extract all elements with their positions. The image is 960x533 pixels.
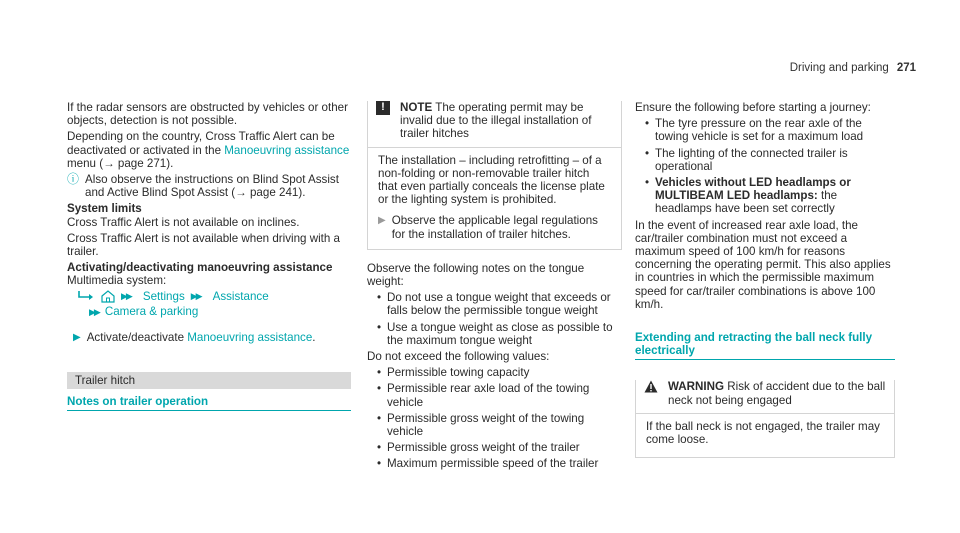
exclamation-icon: ! (376, 101, 390, 115)
warning-box (635, 380, 895, 458)
note-label: NOTE (400, 101, 433, 114)
warning-text: Risk of accident due to the ball neck not being engaged (668, 380, 886, 407)
column-right (635, 101, 895, 458)
list-item (645, 176, 895, 216)
note-body-text: The installation – including retrofitting – of a non-folding or non-removable trailer hitch that even partially conceals the license plate or the lighting system is prohibited. (378, 153, 605, 207)
action-text (87, 331, 316, 344)
action-post: . (312, 331, 316, 345)
list-item: • Do not use a tongue weight that exceeds or falls below the permissible tongue weight (377, 291, 622, 317)
nav-settings[interactable]: Settings (142, 289, 185, 303)
action-pre: Activate/deactivate (86, 331, 188, 345)
activate-heading: Activating/deactivating manoeuvring assistance (67, 261, 333, 275)
manoeuvring-assistance-link[interactable]: Manoeuvring assistance (224, 143, 350, 157)
column-left (67, 101, 351, 411)
tongue-list (367, 291, 622, 347)
limits-inclines: Cross Traffic Alert is not available on inclines. (67, 215, 300, 229)
list-item: • Maximum permissible speed of the trailer (377, 457, 622, 470)
journey-item-text: The tyre pressure on the rear axle of the towing vehicle is set for a maximum load (655, 117, 864, 144)
action-arrow-icon: ▶ (73, 332, 81, 344)
warning-title (668, 380, 886, 406)
warning-body-text: If the ball neck is not engaged, the trailer may come loose. (646, 419, 880, 447)
journey-list (635, 117, 895, 215)
warning-header (636, 380, 894, 412)
ensure-intro: Ensure the following before starting a journey: (635, 101, 871, 114)
info-icon: ⓘ (67, 172, 80, 187)
journey-item-text: The lighting of the connected trailer is operational (655, 146, 848, 173)
nav-path (67, 290, 351, 303)
note-body (368, 147, 621, 249)
manoeuvring-assistance-link-2[interactable]: Manoeuvring assistance (187, 331, 313, 345)
warning-icon (644, 380, 658, 393)
chevron-right-icon: ▶▶ (121, 290, 131, 301)
tongue-intro: Observe the following notes on the tongue weight: (367, 261, 585, 289)
warning-label: WARNING (668, 380, 725, 394)
ball-neck-heading: Extending and retracting the ball neck fully electrically (635, 331, 895, 360)
note-title (400, 101, 613, 141)
list-item: • Permissible gross weight of the towing vehicle (377, 412, 622, 438)
section-title: Driving and parking (789, 62, 889, 74)
info-note (67, 173, 351, 199)
nav-path-2 (67, 305, 351, 319)
page-header (790, 62, 916, 75)
note-action (378, 214, 611, 240)
journey-item-text: the headlamps have been set correctly (655, 189, 838, 216)
radar-paragraph: If the radar sensors are obstructed by vehicles or other objects, detection is not possible. (67, 101, 348, 128)
info-text: Also observe the instructions on Blind Spot Assist and Active Blind Spot Assist (→ page 241). (85, 173, 339, 200)
chevron-right-icon: ▶▶ (89, 306, 99, 317)
warning-body (636, 413, 894, 457)
chevron-right-icon: ▶▶ (190, 290, 201, 301)
page-number: 271 (896, 62, 916, 74)
note-text: The operating permit may be invalid due to the illegal installation of trailer hitches (400, 101, 592, 141)
multimedia-label: Multimedia system: (67, 274, 167, 288)
home-icon[interactable] (101, 290, 115, 303)
action-step (67, 331, 351, 344)
nav-camera-parking[interactable]: Camera & parking (104, 304, 199, 318)
page-ref: menu (→ page 271). (67, 156, 174, 170)
list-item: • Permissible rear axle load of the towing vehicle (377, 382, 622, 408)
action-arrow-icon: ▶ (378, 215, 386, 227)
trailer-hitch-bar: Trailer hitch (67, 372, 351, 389)
journey-item-bold: Vehicles without LED headlamps or MULTIBEAM LED headlamps: (655, 176, 851, 203)
values-list (367, 366, 622, 470)
values-intro: Do not exceed the following values: (367, 350, 550, 364)
return-arrow-icon (77, 291, 95, 301)
list-item (645, 147, 895, 173)
note-box (367, 101, 622, 250)
nav-assistance[interactable]: Assistance (212, 289, 269, 303)
list-item: • Permissible towing capacity (377, 366, 622, 379)
limits-trailer: Cross Traffic Alert is not available when driving with a trailer. (67, 231, 341, 259)
list-item: • Use a tongue weight as close as possible to the maximum tongue weight (377, 321, 622, 347)
column-middle (367, 101, 622, 474)
list-item: • Permissible gross weight of the trailer (377, 441, 622, 454)
increased-load-paragraph: In the event of increased rear axle load, the car/trailer combination must not exceed a maximum speed of 100 km/h for reasons concerning the operating permit. This also applies in countries in which the permissible maximum speed for car/trailer combinations is above 100 km/h. (635, 218, 891, 311)
country-text: Depending on the country, Cross Traffic Alert can be deactivated or activated in the (67, 130, 335, 157)
list-item (645, 117, 895, 143)
note-action-text: Observe the applicable legal regulations for the installation of trailer hitches. (391, 214, 598, 241)
note-header (368, 101, 621, 147)
system-limits-heading: System limits (67, 202, 142, 216)
country-paragraph (67, 130, 351, 170)
trailer-notes-heading: Notes on trailer operation (67, 395, 351, 411)
